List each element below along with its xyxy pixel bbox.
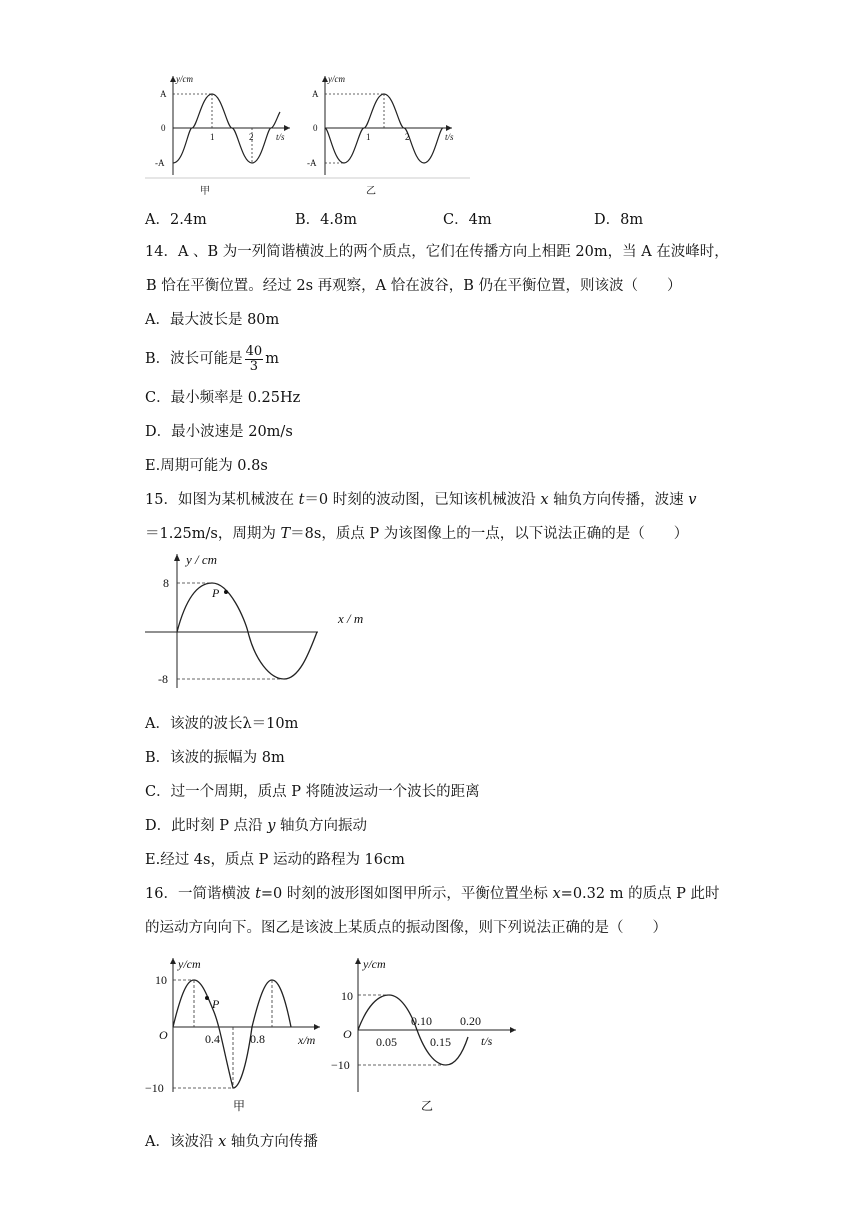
q15-point-p bbox=[224, 590, 228, 594]
q16-point-p bbox=[205, 996, 209, 1000]
fig13-right-zero: 0 bbox=[313, 123, 318, 133]
q13-option-d[interactable]: D．8m bbox=[594, 212, 644, 228]
q14-fraction-denominator: 3 bbox=[249, 358, 259, 374]
q15-var-v: v bbox=[688, 492, 697, 508]
q16-right-xlabel: t/s bbox=[481, 1034, 493, 1048]
q16-right-t3: 0.15 bbox=[430, 1035, 451, 1049]
fig13-left-A: A bbox=[160, 89, 167, 99]
fig13-left-ylabel: y/cm bbox=[176, 74, 193, 84]
q16-graphs bbox=[140, 952, 530, 1122]
q14-option-b-unit: m bbox=[265, 351, 279, 367]
q15-option-a[interactable]: A．该波的波长λ＝10m bbox=[145, 716, 299, 732]
q15-option-e[interactable]: E.经过 4s，质点 P 运动的路程为 16cm bbox=[145, 852, 405, 868]
fig13-right-A: A bbox=[312, 89, 319, 99]
q15-option-d-text-a: D．此时刻 P 点沿 bbox=[145, 818, 268, 834]
q16-option-a-text-a: A．该波沿 bbox=[145, 1134, 219, 1150]
q16-left-point-label: P bbox=[212, 997, 220, 1011]
q16-var-t: t bbox=[255, 886, 261, 902]
q15-var-t: t bbox=[298, 492, 305, 508]
q15-option-c[interactable]: C．过一个周期，质点 P 将随波运动一个波长的距离 bbox=[145, 784, 480, 800]
q16-left-origin: O bbox=[159, 1028, 168, 1042]
q16-left-x1: 0.4 bbox=[205, 1032, 220, 1046]
q14-fraction-numerator: 40 bbox=[245, 343, 263, 359]
q14-stem-line1: 14．A 、B 为一列简谐横波上的两个质点，它们在传播方向上相距 20m，当 A 在波峰时， bbox=[145, 244, 729, 260]
fig13-right-negA: -A bbox=[307, 158, 317, 168]
q15-wave-graph bbox=[140, 550, 380, 690]
q13-option-c[interactable]: C．4m bbox=[443, 212, 492, 228]
fig13-right-caption: 乙 bbox=[366, 186, 376, 197]
q15-option-d[interactable] bbox=[145, 816, 367, 836]
q16-left-xlabel: x/m bbox=[298, 1033, 316, 1047]
q14-option-c[interactable]: C．最小频率是 0.25Hz bbox=[145, 390, 301, 406]
q16-left-x2: 0.8 bbox=[250, 1032, 265, 1046]
q15-option-d-var-y: y bbox=[267, 818, 276, 834]
q16-stem-text-a: 16．一简谐横波 bbox=[145, 886, 256, 902]
q16-right-t1: 0.05 bbox=[376, 1035, 397, 1049]
fig13-right-ylabel: y/cm bbox=[328, 74, 345, 84]
q16-left-ylabel: y/cm bbox=[178, 957, 201, 971]
q16-option-a[interactable] bbox=[145, 1132, 318, 1152]
q16-right-caption: 乙 bbox=[421, 1099, 434, 1113]
q16-left-graph bbox=[145, 957, 320, 1113]
q15-var-T: T bbox=[280, 526, 291, 542]
q15-graph-ymax: 8 bbox=[163, 576, 169, 590]
q15-stem-line1 bbox=[145, 490, 696, 510]
q15-graph-xlabel: x / m bbox=[338, 611, 364, 626]
q15-option-d-text-b: 轴负方向振动 bbox=[275, 818, 368, 834]
q16-stem-text-c: =0.32 m 的质点 P 此时 bbox=[560, 886, 720, 902]
q15-stem-line2 bbox=[145, 524, 688, 544]
q15-var-x: x bbox=[540, 492, 549, 508]
fig13-right-graph bbox=[307, 74, 454, 197]
q16-stem-line2: 的运动方向向下。图乙是该波上某质点的振动图像，则下列说法正确的是（ ） bbox=[145, 920, 667, 936]
q14-option-b-fraction bbox=[245, 345, 264, 374]
fig13-left-zero: 0 bbox=[161, 123, 166, 133]
q16-right-ymax: 10 bbox=[341, 989, 353, 1003]
q14-option-b[interactable] bbox=[145, 342, 279, 376]
q15-stem-text-e: ＝8s，质点 P 为该图像上的一点，以下说法正确的是（ ） bbox=[290, 526, 689, 542]
q14-option-a[interactable]: A．最大波长是 80m bbox=[145, 312, 280, 328]
q16-right-t2: 0.10 bbox=[411, 1014, 432, 1028]
fig13-right-t1: 1 bbox=[366, 132, 371, 142]
fig13-graphs bbox=[140, 70, 480, 200]
q13-option-a[interactable]: A．2.4m bbox=[145, 212, 207, 228]
q14-option-d[interactable]: D．最小波速是 20m/s bbox=[145, 424, 293, 440]
q16-var-x: x bbox=[552, 886, 561, 902]
q16-option-a-var-x: x bbox=[218, 1134, 227, 1150]
q16-right-ymin: −10 bbox=[331, 1058, 350, 1072]
q16-right-t4: 0.20 bbox=[460, 1014, 481, 1028]
q14-stem-line2: B 恰在平衡位置。经过 2s 再观察，A 恰在波谷，B 仍在平衡位置，则该波（ ） bbox=[146, 278, 682, 294]
q16-right-origin: O bbox=[343, 1027, 352, 1041]
q14-option-b-prefix: B．波长可能是 bbox=[145, 351, 243, 367]
q14-option-e[interactable]: E.周期可能为 0.8s bbox=[145, 458, 268, 474]
q16-left-ymax: 10 bbox=[155, 973, 167, 987]
q15-stem-text-d: ＝1.25m/s，周期为 bbox=[145, 526, 281, 542]
q16-left-ymin: −10 bbox=[145, 1081, 164, 1095]
q16-option-a-text-b: 轴负方向传播 bbox=[226, 1134, 318, 1150]
q16-stem-text-b: =0 时刻的波形图如图甲所示，平衡位置坐标 bbox=[260, 886, 553, 902]
fig13-left-caption: 甲 bbox=[200, 186, 210, 197]
q13-option-b[interactable]: B．4.8m bbox=[295, 212, 357, 228]
fig13-left-graph bbox=[155, 74, 290, 197]
fig13-left-t1: 1 bbox=[210, 132, 215, 142]
fig13-right-tlabel: t/s bbox=[445, 132, 454, 142]
fig13-left-negA: -A bbox=[155, 158, 165, 168]
q15-stem-text-c: 轴负方向传播，波速 bbox=[548, 492, 689, 508]
q15-stem-text-a: 15．如图为某机械波在 bbox=[145, 492, 299, 508]
fig13-left-tlabel: t/s bbox=[276, 132, 285, 142]
q15-graph-point-label: P bbox=[212, 586, 220, 600]
q16-stem-line1 bbox=[145, 884, 720, 904]
q16-right-graph bbox=[331, 957, 516, 1113]
q16-left-caption: 甲 bbox=[233, 1099, 246, 1113]
q16-right-ylabel: y/cm bbox=[363, 957, 386, 971]
q15-stem-text-b: ＝0 时刻的波动图，已知该机械波沿 bbox=[304, 492, 541, 508]
q13-options bbox=[145, 208, 705, 228]
fig13-left-t2: 2 bbox=[249, 132, 254, 142]
q15-graph-ylabel: y / cm bbox=[186, 552, 218, 567]
fig13-right-t2: 2 bbox=[405, 132, 410, 142]
q15-option-b[interactable]: B．该波的振幅为 8m bbox=[145, 750, 285, 766]
q15-graph-ymin: -8 bbox=[158, 672, 168, 686]
